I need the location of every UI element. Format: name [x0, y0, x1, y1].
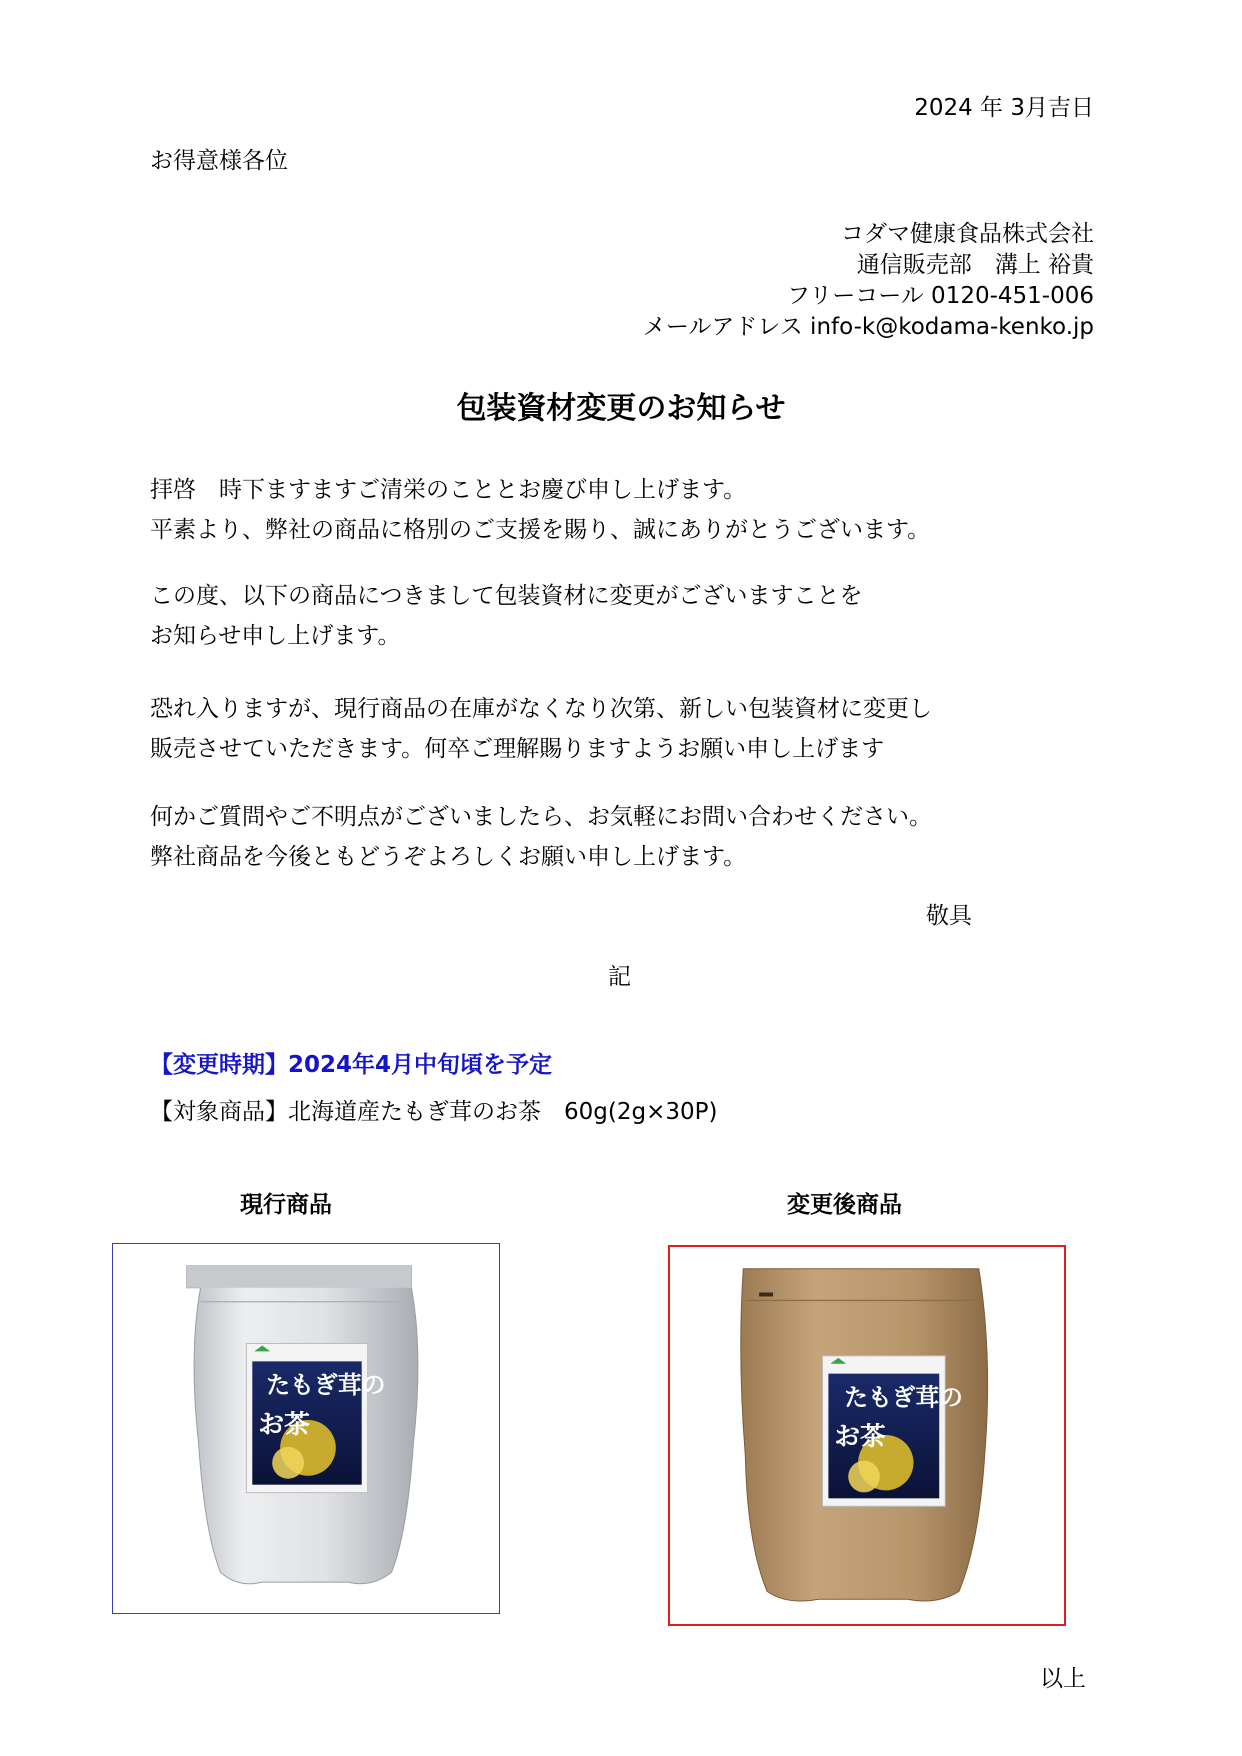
change-period: 【変更時期】2024年4月中旬頃を予定: [150, 1052, 553, 1078]
body-line: 拝啓 時下ますますご清栄のこととお慶び申し上げます。: [150, 477, 747, 503]
sender-company: コダマ健康食品株式会社: [841, 221, 1094, 247]
sender-email: メールアドレス info-k@kodama-kenko.jp: [642, 314, 1094, 340]
silver-bag-image: [113, 1244, 499, 1613]
current-product-label: 現行商品: [240, 1192, 332, 1218]
sender-department: 通信販売部 溝上 裕貴: [856, 252, 1094, 278]
current-product-photo: [112, 1243, 500, 1614]
document-date: 2024 年 3月吉日: [914, 95, 1094, 121]
closing: 敬具: [926, 903, 972, 929]
label-text: たもぎ茸の: [844, 1383, 963, 1412]
recipient: お得意様各位: [150, 148, 288, 174]
body-line: 平素より、弊社の商品に格別のご支援を賜り、誠にありがとうございます。: [150, 517, 931, 543]
target-product: 【対象商品】北海道産たもぎ茸のお茶 60g(2g×30P): [150, 1099, 718, 1125]
sender-phone: フリーコール 0120-451-006: [787, 283, 1094, 309]
body-line: この度、以下の商品につきまして包装資材に変更がございますことを: [150, 583, 863, 609]
new-product-label: 変更後商品: [787, 1192, 902, 1218]
new-product-photo: [668, 1245, 1066, 1626]
body-line: 販売させていただきます。何卒ご理解賜りますようお願い申し上げます: [150, 736, 885, 762]
label-text: お茶: [834, 1421, 886, 1452]
body-line: 何かご質問やご不明点がございましたら、お気軽にお問い合わせください。: [150, 804, 932, 830]
document-title: 包装資材変更のお知らせ: [456, 391, 786, 426]
label-text: たもぎ茸の: [266, 1371, 386, 1400]
ki-mark: 記: [608, 964, 631, 990]
kraft-bag-image: [670, 1247, 1064, 1624]
body-line: 恐れ入りますが、現行商品の在庫がなくなり次第、新しい包装資材に変更し: [150, 696, 932, 722]
label-text: お茶: [258, 1409, 310, 1440]
body-line: お知らせ申し上げます。: [150, 623, 401, 649]
body-line: 弊社商品を今後ともどうぞよろしくお願い申し上げます。: [150, 844, 747, 870]
end-mark: 以上: [1040, 1666, 1086, 1692]
